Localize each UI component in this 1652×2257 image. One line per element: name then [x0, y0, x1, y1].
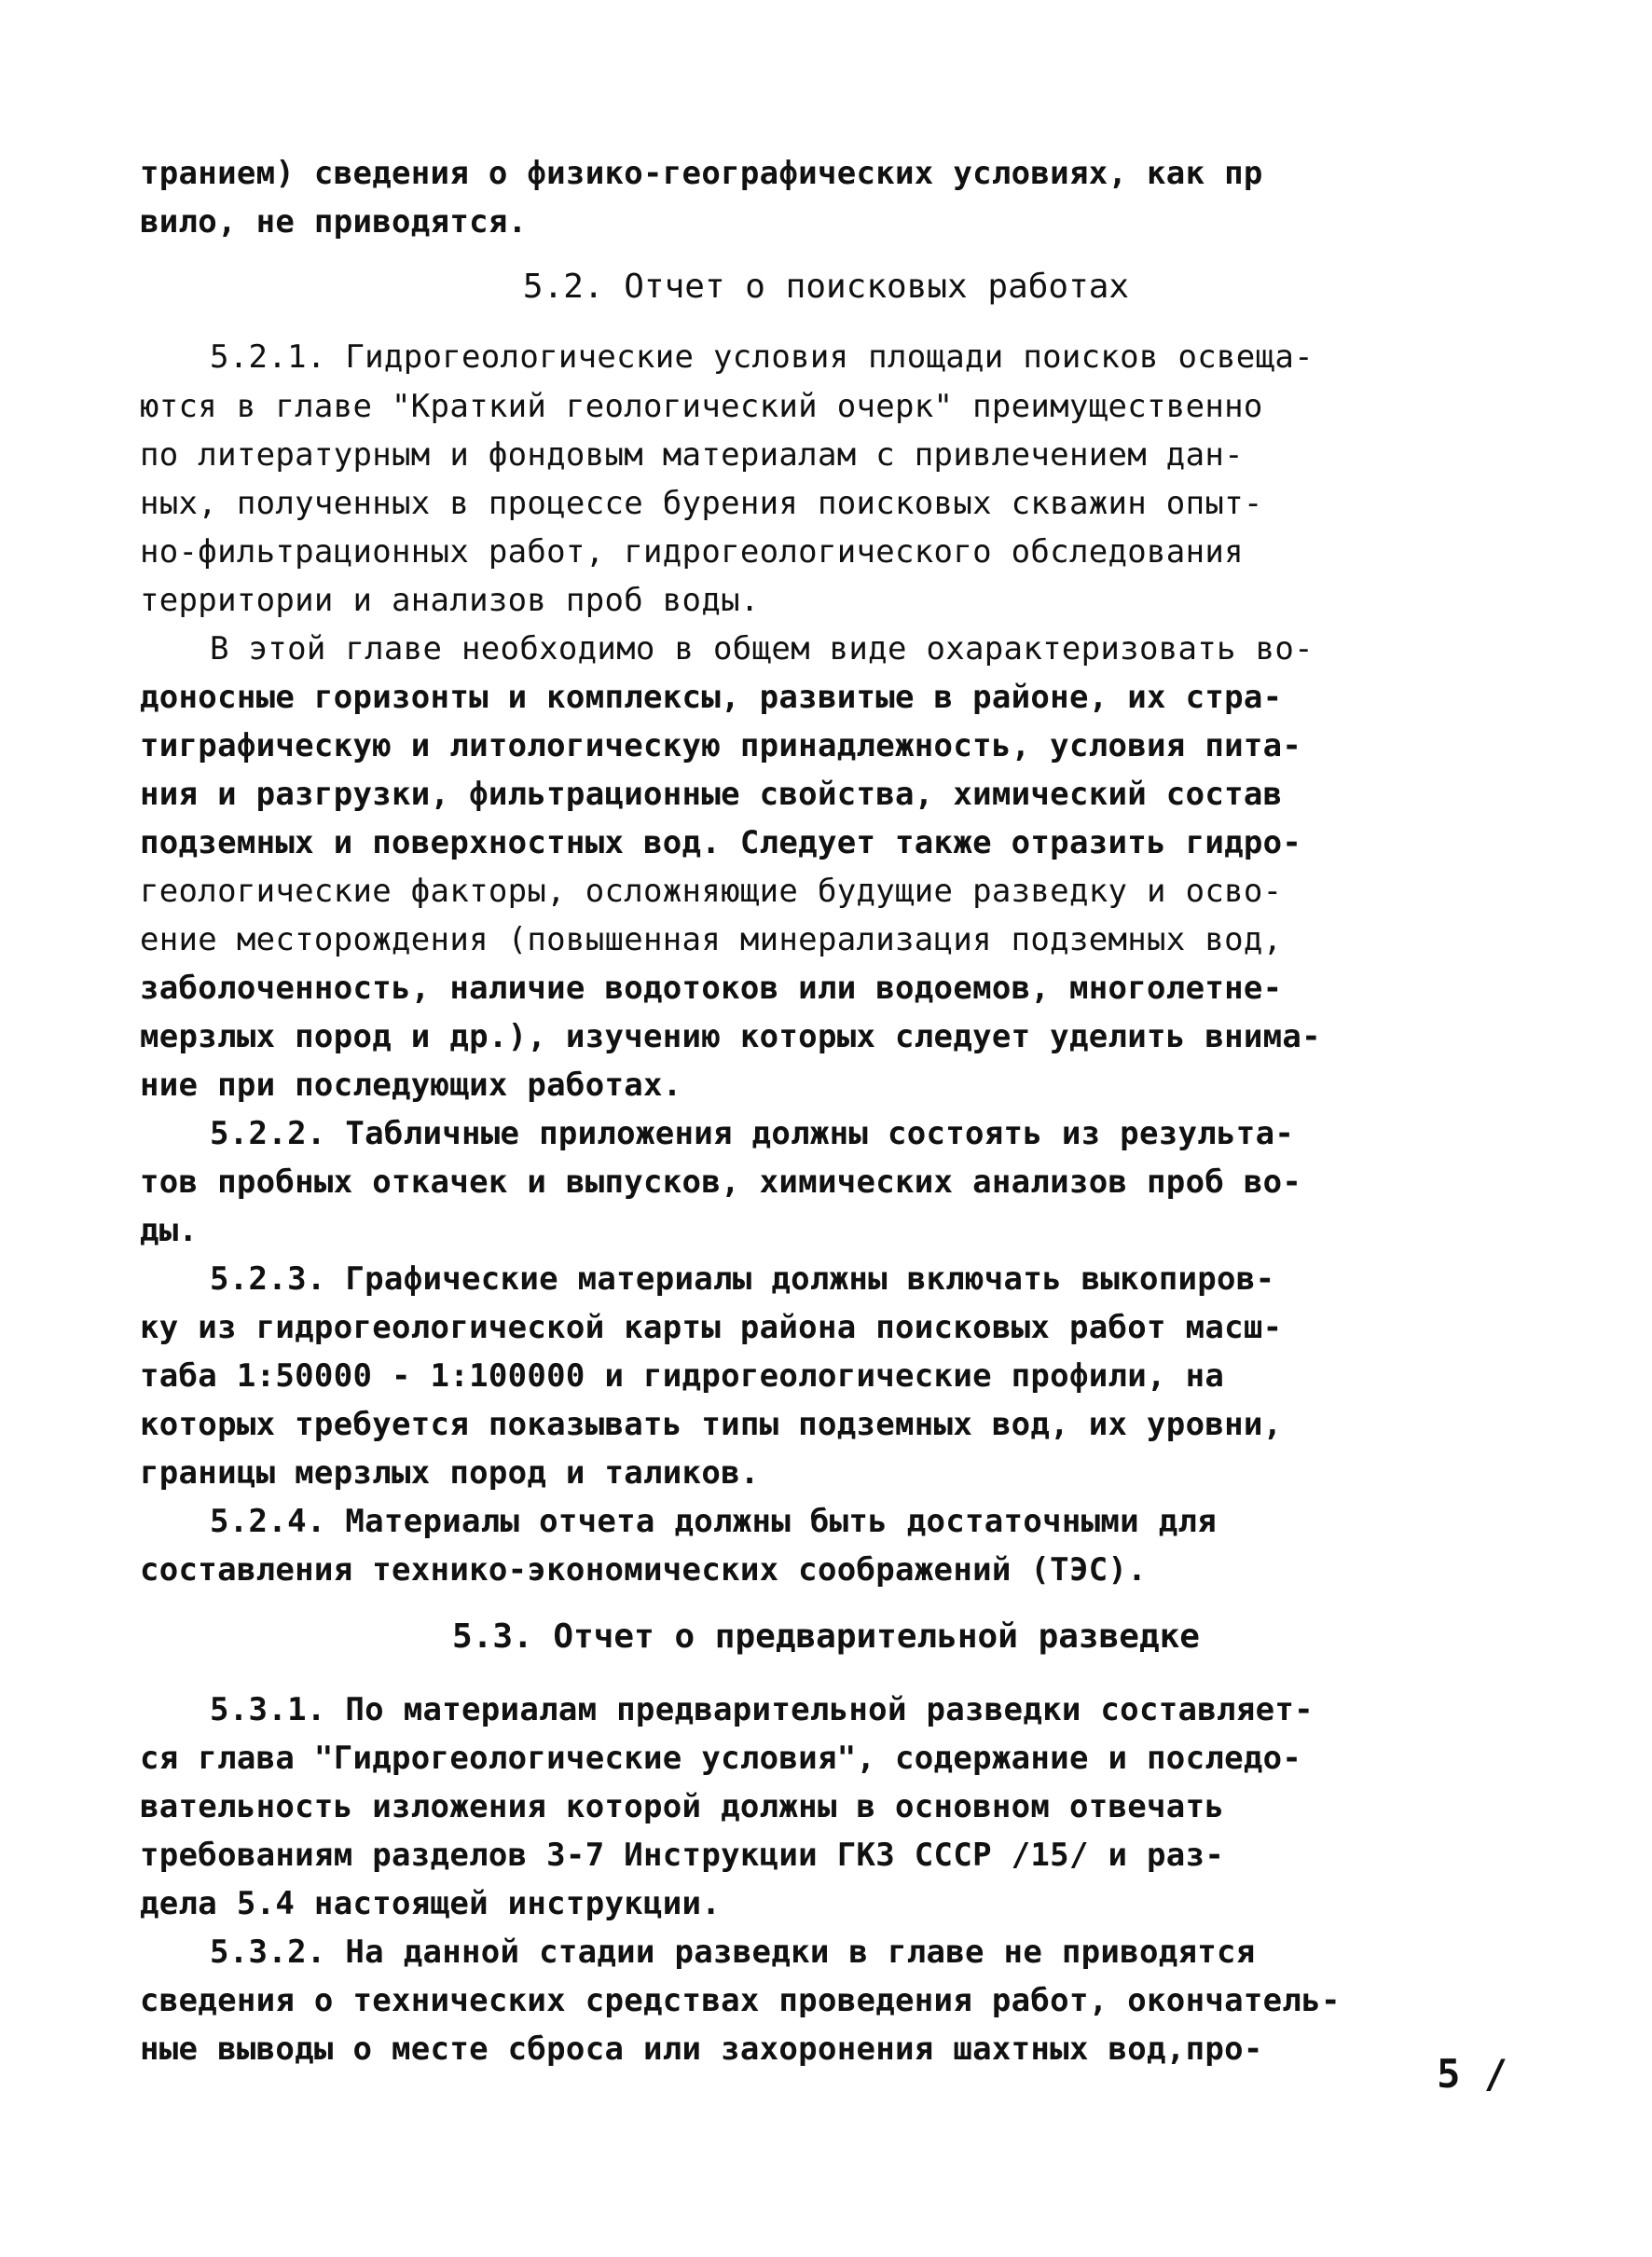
- text-line: ных, полученных в процессе бурения поисковых скважин опыт-: [140, 485, 1263, 522]
- text-line: 5.2.3. Графические материалы должны включать выкопиров-: [210, 1260, 1275, 1298]
- text-line: ку из гидрогеологической карты района поисковых работ масш-: [140, 1309, 1283, 1346]
- text-line: требованиям разделов 3-7 Инструкции ГКЗ СССР /15/ и раз-: [140, 1837, 1225, 1874]
- text-line: ния и разгрузки, фильтрационные свойства, химический состав: [140, 776, 1283, 813]
- text-line: 5.3.1. По материалам предварительной разведки составляет-: [210, 1691, 1314, 1728]
- text-line: ды.: [140, 1212, 199, 1249]
- text-line: В этой главе необходимо в общем виде охарактеризовать во-: [210, 630, 1314, 667]
- text-line: тов пробных откачек и выпусков, химических анализов проб во-: [140, 1163, 1302, 1201]
- text-line: дела 5.4 настоящей инструкции.: [140, 1885, 722, 1922]
- text-line: ение месторождения (повышенная минерализация подземных вод,: [140, 921, 1283, 958]
- text-line: заболоченность, наличие водотоков или водоемов, многолетне-: [140, 970, 1283, 1007]
- page-number: 5 /: [1437, 2051, 1507, 2097]
- text-line: 5.3.2. На данной стадии разведки в главе не приводятся: [210, 1934, 1256, 1971]
- text-line: границы мерзлых пород и таликов.: [140, 1454, 760, 1492]
- text-line: 5.2.4. Материалы отчета должны быть достаточными для: [210, 1503, 1218, 1540]
- text-line: таба 1:50000 - 1:100000 и гидрогеологические профили, на: [140, 1357, 1225, 1395]
- text-line: по литературным и фондовым материалам с привлечением дан-: [140, 436, 1244, 474]
- text-line: 5.2.2. Табличные приложения должны состоять из результа-: [210, 1115, 1295, 1152]
- text-line: ся глава "Гидрогеологические условия", содержание и последо-: [140, 1740, 1302, 1777]
- text-line: мерзлых пород и др.), изучению которых следует уделить внима-: [140, 1018, 1321, 1055]
- text-line: ные выводы о месте сброса или захоронения шахтных вод,про-: [140, 2030, 1263, 2068]
- text-line: вило, не приводятся.: [140, 203, 528, 241]
- text-line: сведения о технических средствах проведения работ, окончатель-: [140, 1982, 1341, 2019]
- text-line: ние при последующих работах.: [140, 1067, 682, 1104]
- section-heading-5-2: 5.2. Отчет о поисковых работах: [522, 268, 1130, 306]
- text-line: но-фильтрационных работ, гидрогеологического обследования: [140, 533, 1244, 571]
- text-line: вательность изложения которой должны в основном отвечать: [140, 1788, 1225, 1825]
- text-line: территории и анализов проб воды.: [140, 582, 760, 619]
- text-line: которых требуется показывать типы подземных вод, их уровни,: [140, 1406, 1283, 1443]
- text-line: геологические факторы, осложняющие будущие разведку и осво-: [140, 873, 1283, 910]
- text-line: транием) сведения о физико-географических условиях, как пр: [140, 155, 1263, 192]
- text-line: ются в главе "Краткий геологический очерк" преимущественно: [140, 388, 1263, 425]
- text-line: доносные горизонты и комплексы, развитые в районе, их стра-: [140, 679, 1283, 716]
- text-line: составления технико-экономических соображений (ТЭС).: [140, 1551, 1148, 1589]
- text-line: 5.2.1. Гидрогеологические условия площади поисков освеща-: [210, 338, 1314, 376]
- section-heading-5-3: 5.3. Отчет о предварительной разведке: [452, 1617, 1200, 1656]
- text-line: подземных и поверхностных вод. Следует также отразить гидро-: [140, 824, 1302, 861]
- text-line: тиграфическую и литологическую принадлежность, условия пита-: [140, 727, 1302, 764]
